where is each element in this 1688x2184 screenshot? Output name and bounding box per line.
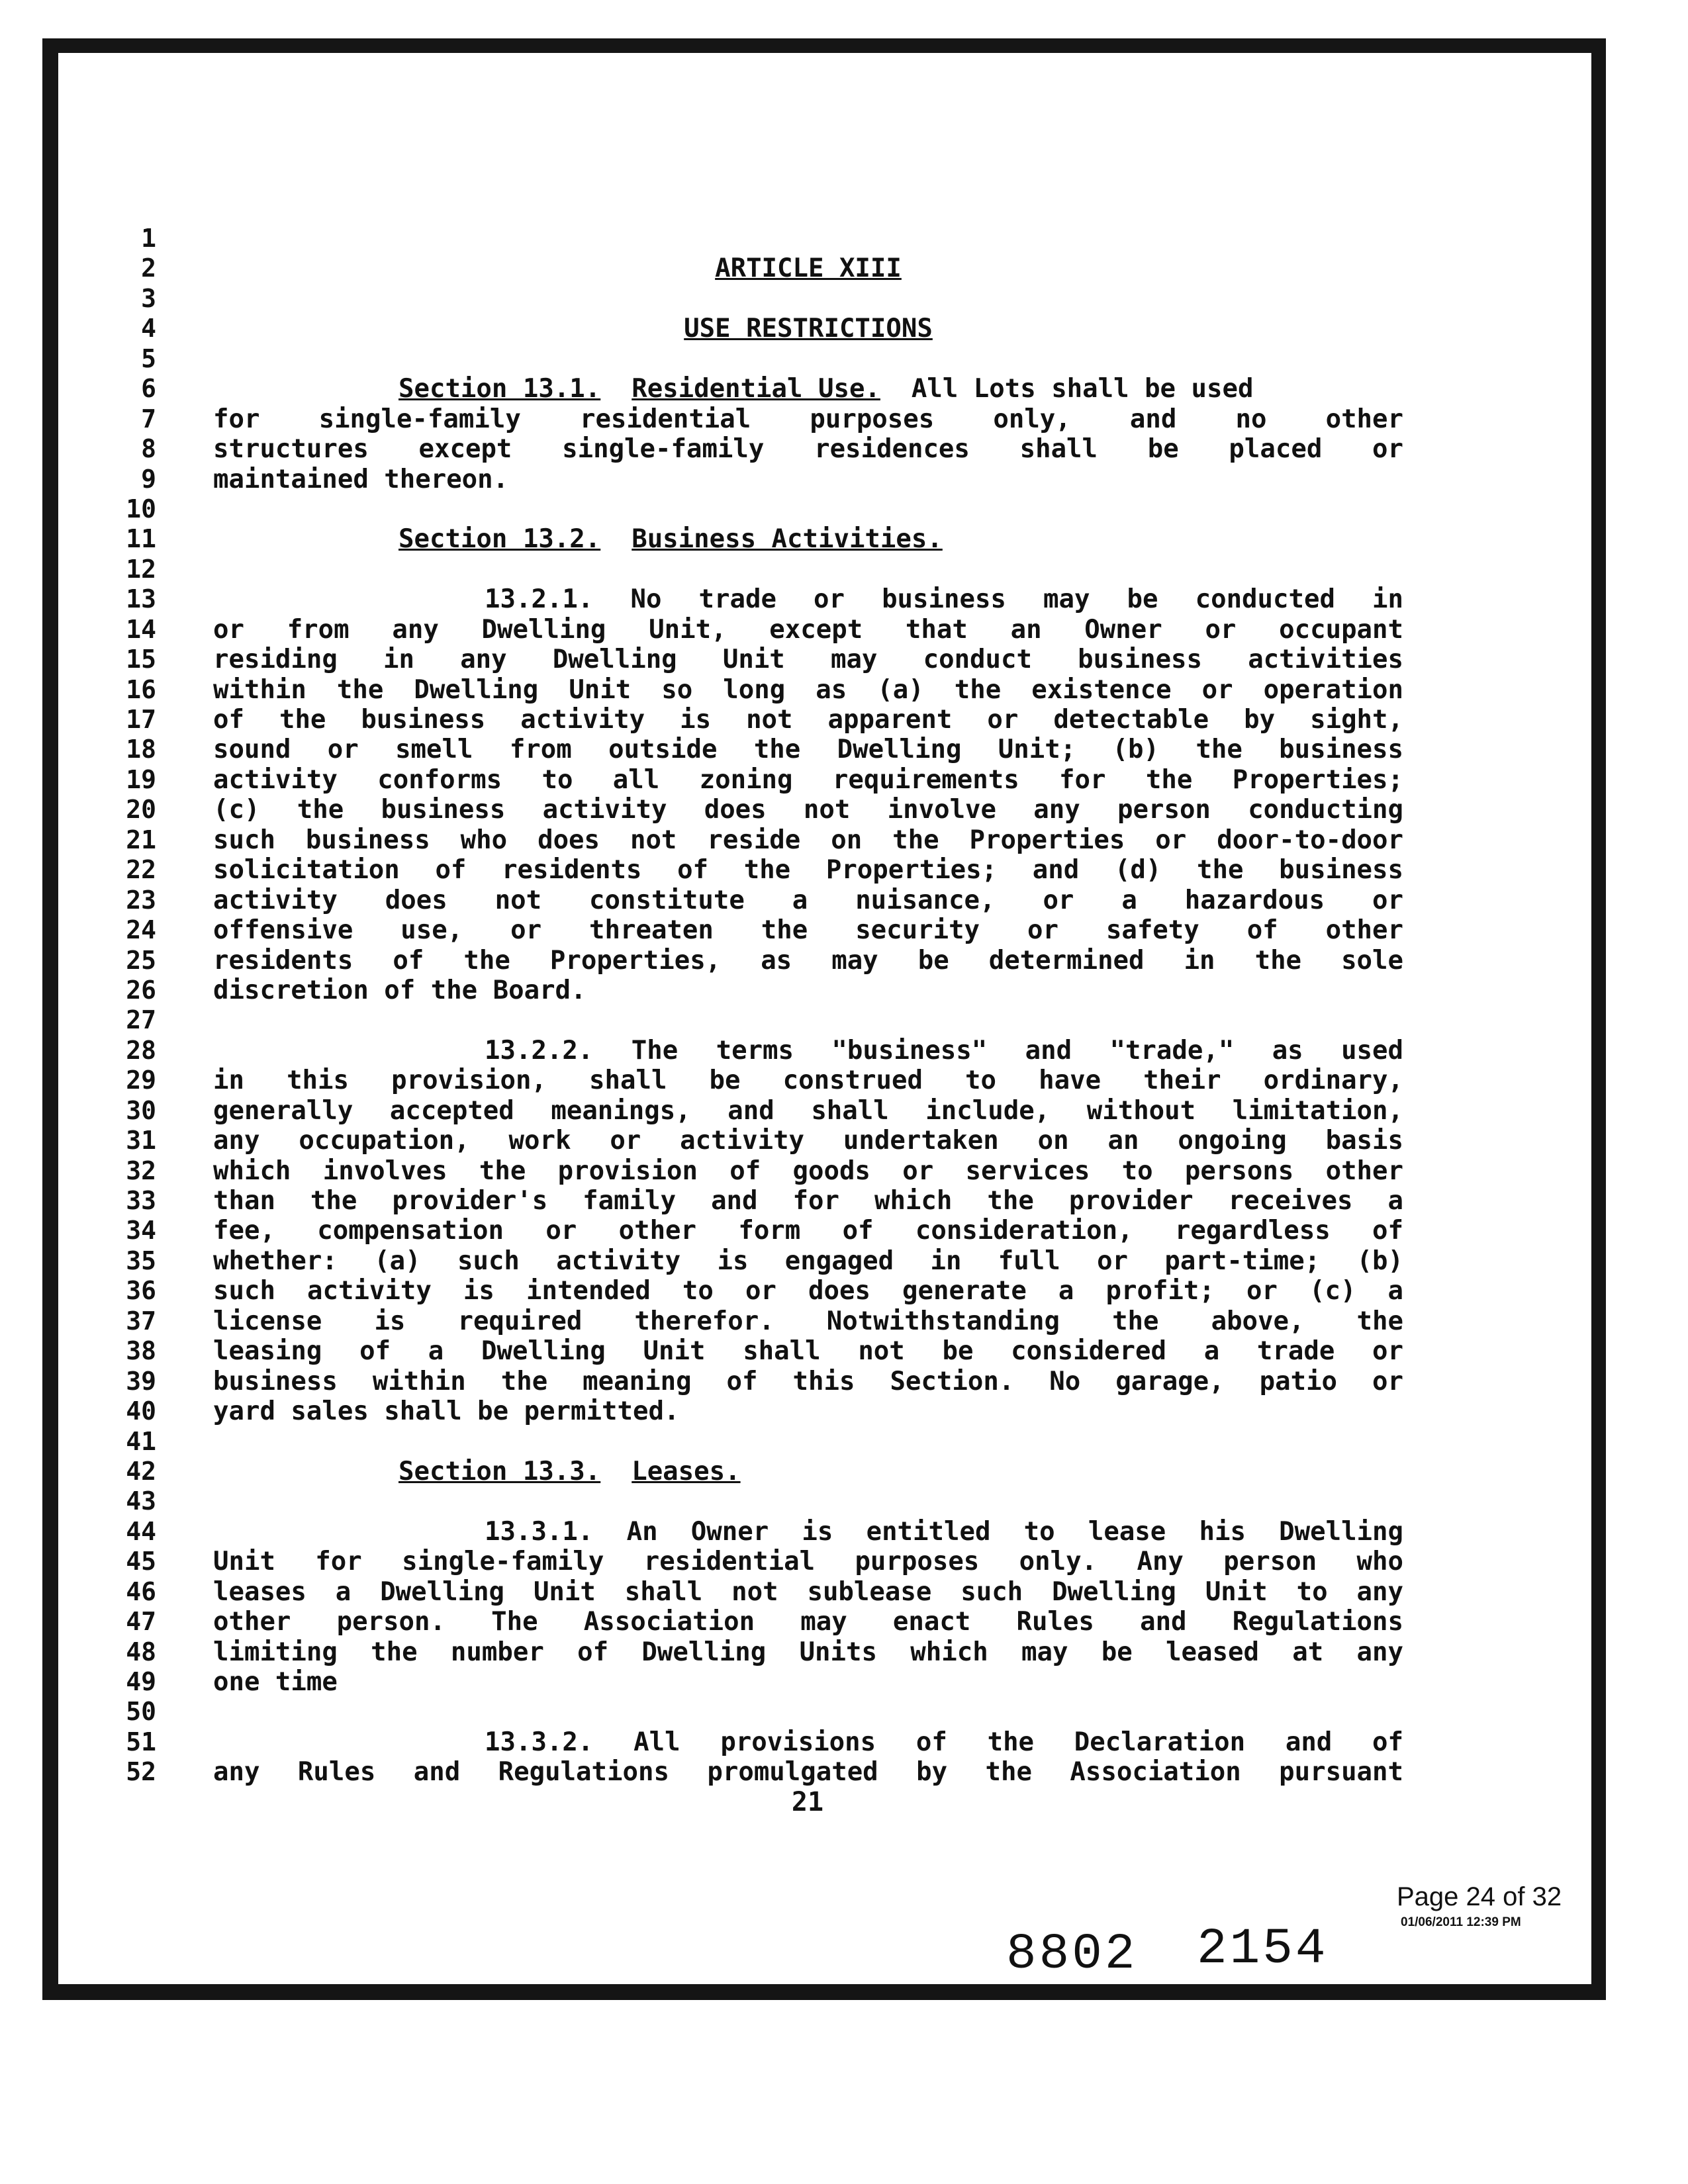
- line-number: 42: [126, 1456, 156, 1486]
- line-number: 8: [141, 434, 156, 464]
- body-line: which involves the provision of goods or services to persons other: [213, 1156, 1403, 1186]
- line-number: 5: [141, 343, 156, 373]
- body-line: leasing of a Dwelling Unit shall not be considered a trade or: [213, 1336, 1403, 1367]
- line-number: 50: [126, 1697, 156, 1727]
- body-line: activity conforms to all zoning requirements for the Properties;: [213, 764, 1403, 795]
- line-number: 46: [126, 1576, 156, 1606]
- body-line: whether: (a) such activity is engaged in full or part-time; (b): [213, 1246, 1403, 1276]
- blank-line: [213, 555, 1403, 584]
- line-number: 43: [126, 1486, 156, 1516]
- line-number: 38: [126, 1336, 156, 1366]
- line-number: 48: [126, 1637, 156, 1666]
- body-line: (c) the business activity does not involve any person conducting: [213, 795, 1403, 825]
- line-number: 20: [126, 795, 156, 825]
- line-number: 32: [126, 1156, 156, 1185]
- line-number: 36: [126, 1276, 156, 1306]
- blank-line: [213, 1697, 1403, 1727]
- line-number: 13: [126, 584, 156, 614]
- line-number: 6: [141, 374, 156, 404]
- line-number: 24: [126, 915, 156, 945]
- line-number: 11: [126, 524, 156, 554]
- blank-line: [213, 1486, 1403, 1516]
- body-line: such business who does not reside on the Properties or door-to-door: [213, 825, 1403, 855]
- paragraph-13-3-1-first-line: 13.3.1. An Owner is entitled to lease his Dwelling: [485, 1516, 1403, 1547]
- line-number: 52: [126, 1757, 156, 1787]
- blank-line: [213, 224, 1403, 253]
- body-line: for single-family residential purposes only, and no other: [213, 404, 1403, 434]
- line-number: 16: [126, 674, 156, 704]
- line-number: 47: [126, 1607, 156, 1637]
- article-subheading: USE RESTRICTIONS: [684, 314, 933, 344]
- section-13-2-number: Section 13.2.: [399, 524, 601, 555]
- paragraph-13-3-2-first-line: 13.3.2. All provisions of the Declaration and of: [485, 1727, 1403, 1757]
- line-number: 4: [141, 314, 156, 343]
- body-line: fee, compensation or other form of consideration, regardless of: [213, 1216, 1403, 1246]
- line-number: 7: [141, 404, 156, 433]
- paragraph-13-2-1-first-line: 13.2.1. No trade or business may be conducted in: [485, 584, 1403, 615]
- blank-line: [213, 344, 1403, 374]
- line-number: 18: [126, 735, 156, 764]
- page-counter: Page 24 of 32: [1397, 1882, 1562, 1911]
- line-number: 1: [141, 224, 156, 253]
- blank-line: [213, 1005, 1403, 1035]
- body-line: activity does not constitute a nuisance, or a hazardous or: [213, 885, 1403, 915]
- line-number: 39: [126, 1366, 156, 1396]
- line-number: 40: [126, 1396, 156, 1426]
- body-line: license is required therefor. Notwithstanding the above, the: [213, 1306, 1403, 1336]
- line-number: 49: [126, 1667, 156, 1696]
- line-number: 25: [126, 945, 156, 975]
- print-timestamp: 01/06/2011 12:39 PM: [1401, 1915, 1521, 1929]
- paragraph-13-2-2-first-line: 13.2.2. The terms "business" and "trade," as used: [485, 1035, 1403, 1066]
- section-13-3-heading-line: [213, 1457, 1403, 1486]
- section-13-2-heading-line: [213, 524, 1403, 554]
- body-line: discretion of the Board.: [213, 975, 586, 1005]
- section-13-1-title: Residential Use.: [632, 374, 880, 404]
- body-line: business within the meaning of this Section. No garage, patio or: [213, 1366, 1403, 1396]
- body-line: such activity is intended to or does generate a profit; or (c) a: [213, 1276, 1403, 1306]
- section-13-1-number: Section 13.1.: [399, 374, 601, 404]
- body-line: one time: [213, 1667, 338, 1697]
- section-13-1-text: All Lots shall be used: [911, 374, 1254, 404]
- line-number: 3: [141, 283, 156, 313]
- body-line: offensive use, or threaten the security or safety of other: [213, 915, 1403, 946]
- section-13-3-title: Leases.: [632, 1456, 741, 1486]
- line-number: 45: [126, 1547, 156, 1576]
- line-number: 51: [126, 1727, 156, 1756]
- body-line: of the business activity is not apparent or detectable by sight,: [213, 705, 1403, 735]
- line-number: 29: [126, 1066, 156, 1095]
- line-number: 21: [126, 825, 156, 854]
- line-number: 37: [126, 1306, 156, 1336]
- body-line: in this provision, shall be construed to have their ordinary,: [213, 1066, 1403, 1096]
- line-number: 33: [126, 1186, 156, 1215]
- line-number: 31: [126, 1126, 156, 1156]
- body-line: structures except single-family residences shall be placed or: [213, 434, 1403, 465]
- body-line: any Rules and Regulations promulgated by the Association pursuant: [213, 1757, 1403, 1788]
- section-13-2-title: Business Activities.: [632, 524, 943, 555]
- page-number: 21: [791, 1787, 824, 1817]
- line-number: 34: [126, 1216, 156, 1246]
- body-line: within the Dwelling Unit so long as (a) the existence or operation: [213, 674, 1403, 705]
- line-number: 26: [126, 975, 156, 1005]
- recording-book-number: 8802: [1006, 1926, 1138, 1983]
- line-number-column: [110, 224, 156, 1788]
- blank-line: [213, 494, 1403, 524]
- body-line: maintained thereon.: [213, 464, 509, 494]
- body-line: generally accepted meanings, and shall include, without limitation,: [213, 1095, 1403, 1126]
- line-number: 22: [126, 855, 156, 885]
- line-number: 12: [126, 554, 156, 584]
- recording-page-number: 2154: [1197, 1921, 1329, 1978]
- line-number: 28: [126, 1035, 156, 1065]
- body-line: any occupation, work or activity undertaken on an ongoing basis: [213, 1126, 1403, 1156]
- blank-line: [213, 284, 1403, 314]
- body-line: residents of the Properties, as may be determined in the sole: [213, 945, 1403, 976]
- body-line: residing in any Dwelling Unit may conduct business activities: [213, 645, 1403, 675]
- line-number: 41: [126, 1426, 156, 1456]
- line-number: 2: [141, 253, 156, 283]
- section-13-3-number: Section 13.3.: [399, 1456, 601, 1486]
- body-line: or from any Dwelling Unit, except that an Owner or occupant: [213, 614, 1403, 645]
- body-line: other person. The Association may enact Rules and Regulations: [213, 1607, 1403, 1637]
- line-number: 14: [126, 614, 156, 644]
- line-number: 30: [126, 1095, 156, 1125]
- blank-line: [213, 1427, 1403, 1457]
- article-heading: ARTICLE XIII: [715, 253, 902, 284]
- line-number: 9: [141, 464, 156, 494]
- line-number: 35: [126, 1246, 156, 1275]
- body-line: solicitation of residents of the Properties; and (d) the business: [213, 855, 1403, 886]
- body-line: yard sales shall be permitted.: [213, 1396, 680, 1427]
- document-body: [213, 224, 1403, 1788]
- body-line: leases a Dwelling Unit shall not sublease such Dwelling Unit to any: [213, 1576, 1403, 1607]
- body-line: limiting the number of Dwelling Units which may be leased at any: [213, 1637, 1403, 1667]
- line-number: 19: [126, 764, 156, 794]
- body-line: sound or smell from outside the Dwelling Unit; (b) the business: [213, 735, 1403, 765]
- body-line: Unit for single-family residential purposes only. Any person who: [213, 1547, 1403, 1577]
- line-number: 23: [126, 885, 156, 915]
- line-number: 27: [126, 1005, 156, 1035]
- body-line: than the provider's family and for which the provider receives a: [213, 1186, 1403, 1216]
- section-13-1-heading-line: [213, 374, 1403, 404]
- line-number: 44: [126, 1516, 156, 1546]
- line-number: 10: [126, 494, 156, 523]
- line-number: 15: [126, 645, 156, 674]
- line-number: 17: [126, 705, 156, 734]
